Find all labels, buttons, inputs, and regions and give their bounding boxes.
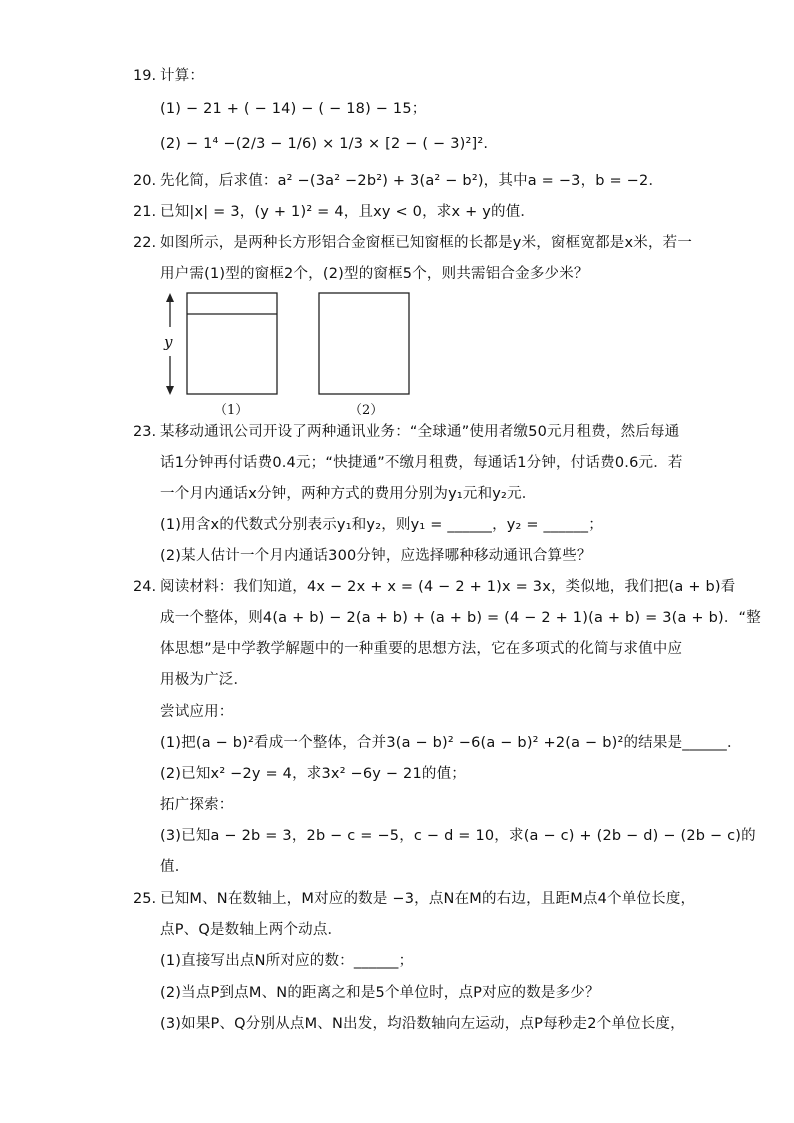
- question-23-line-1: 某移动通讯公司开设了两种通讯业务：“全球通”使用者缴50元月租费，然后每通: [160, 424, 680, 440]
- figure-1-caption: （1）: [214, 403, 249, 418]
- question-19-title: 计算：: [160, 68, 205, 84]
- question-22-number: 22.: [133, 235, 157, 251]
- question-25-part-3: (3)如果P、Q分别从点M、N出发，均沿数轴向左运动，点P每秒走2个单位长度，: [160, 1016, 685, 1032]
- question-23-part-2: (2)某人估计一个月内通话300分钟，应选择哪种移动通讯合算些？: [160, 548, 592, 564]
- question-24-line-3: 体思想”是中学教学解题中的一种重要的思想方法，它在多项式的化简与求值中应: [160, 641, 683, 657]
- question-24-part-3-cont: 值．: [160, 859, 190, 875]
- arrow-down-icon: [166, 386, 174, 395]
- question-22-line-1: 如图所示，是两种长方形铝合金窗框已知窗框的长都是y米，窗框宽都是x米，若一: [160, 235, 693, 251]
- question-24-part-1: (1)把(a − b)²看成一个整体，合并3(a − b)² −6(a − b)² +2(a − b)²的结果是______．: [160, 735, 742, 751]
- question-25-part-2: (2)当点P到点M、N的距离之和是5个单位时，点P对应的数是多少？: [160, 985, 600, 1001]
- question-23-line-3: 一个月内通话x分钟，两种方式的费用分别为y₁元和y₂元．: [160, 486, 537, 502]
- question-21-text: 已知|x| = 3，(y + 1)² = 4，且xy < 0，求x + y的值．: [160, 204, 536, 220]
- question-24-part-3: (3)已知a − 2b = 3，2b − c = −5，c − d = 10，求(a − c) + (2b − d) − (2b − c)的: [160, 828, 756, 844]
- question-23-line-2: 话1分钟再付话费0.4元；“快捷通”不缴月租费，每通话1分钟，付话费0.6元．若: [160, 455, 683, 471]
- arrow-up-icon: [166, 293, 174, 302]
- question-23-number: 23.: [133, 424, 157, 440]
- question-20-text: 先化简，后求值：a² −(3a² −2b²) + 3(a² − b²)，其中a = −3，b = −2．: [160, 173, 664, 189]
- question-19-part-2: (2) − 1⁴ −(2/3 − 1/6) × 1/3 × [2 − ( − 3)²]².: [160, 136, 489, 152]
- question-24-try-heading: 尝试应用：: [160, 704, 234, 720]
- frame-type-1-outline: [187, 293, 277, 394]
- question-19-number: 19.: [133, 68, 157, 84]
- dimension-label-y: y: [164, 333, 173, 351]
- question-24-number: 24.: [133, 579, 157, 595]
- question-24-part-2: (2)已知x² −2y = 4，求3x² −6y − 21的值；: [160, 766, 466, 782]
- question-25-number: 25.: [133, 891, 157, 907]
- question-24-extend-heading: 拓广探索：: [160, 797, 234, 813]
- question-23-part-1: (1)用含x的代数式分别表示y₁和y₂，则y₁ = ______，y₂ = ______；: [160, 517, 603, 533]
- question-25-line-2: 点P、Q是数轴上两个动点．: [160, 922, 343, 938]
- question-25-line-1: 已知M、N在数轴上，M对应的数是 −3，点N在M的右边，且距M点4个单位长度，: [160, 891, 696, 907]
- question-24-line-2: 成一个整体，则4(a + b) − 2(a + b) + (a + b) = (4 − 2 + 1)(a + b) = 3(a + b)．“整: [160, 610, 761, 626]
- question-20-number: 20.: [133, 173, 157, 189]
- question-21-number: 21.: [133, 204, 157, 220]
- question-24-line-1: 阅读材料：我们知道，4x − 2x + x = (4 − 2 + 1)x = 3x，类似地，我们把(a + b)看: [160, 579, 736, 595]
- figure-2-caption: （2）: [349, 403, 384, 418]
- frame-type-2-outline: [319, 293, 409, 394]
- question-24-line-4: 用极为广泛．: [160, 672, 249, 688]
- question-19-part-1: (1) − 21 + ( − 14) − ( − 18) − 15；: [160, 101, 427, 117]
- question-22-line-2: 用户需(1)型的窗框2个，(2)型的窗框5个，则共需铝合金多少米？: [160, 266, 589, 282]
- question-25-part-1: (1)直接写出点N所对应的数：______；: [160, 953, 414, 969]
